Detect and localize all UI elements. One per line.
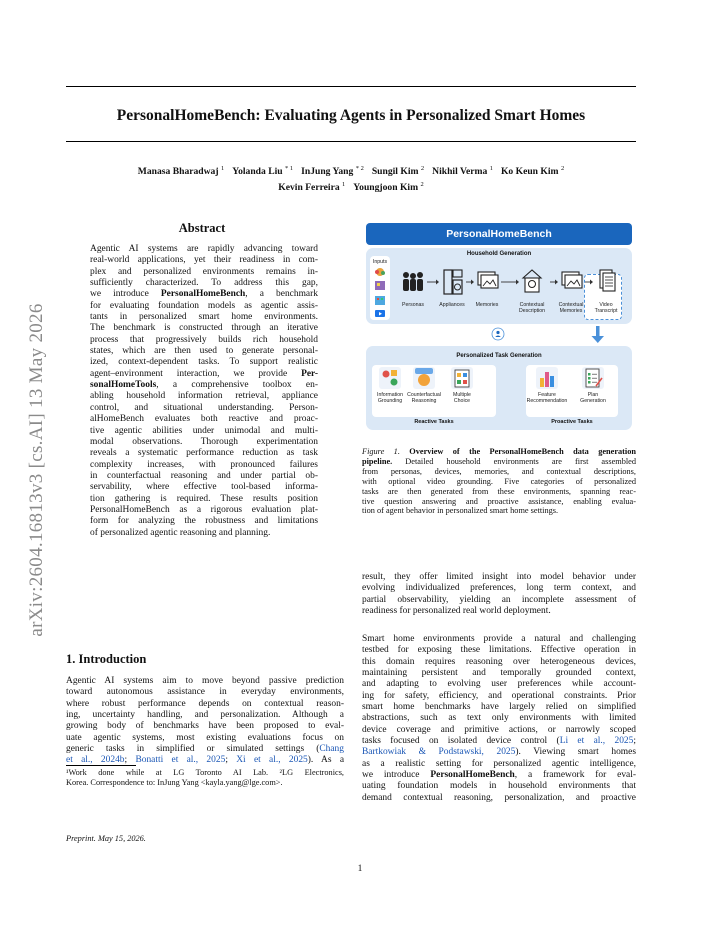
paragraph-line: we introduce PersonalHomeBench, a framework for eval- <box>362 770 636 781</box>
arrow-icon <box>585 280 593 285</box>
section-heading-introduction: 1. Introduction <box>66 652 147 666</box>
abstract-line: sonalHomeTools, a comprehensive toolbox en- <box>90 380 318 391</box>
author-name: Nikhil Verma $^1$ <box>432 165 493 178</box>
household-pipeline-icons <box>392 266 624 300</box>
abstract-line: agent–environment interaction, we provide Per- <box>90 368 318 379</box>
intro-line: toward autonomous assistance in everyday environments, <box>66 687 344 698</box>
household-title: Household Generation <box>466 251 532 257</box>
paragraph-line: and adapting to evolving user preferences while account- <box>362 679 636 690</box>
doc-icon <box>600 270 615 291</box>
abstract-line: form for analyzing the robustness and limitations <box>90 516 318 527</box>
footnote-rule <box>66 765 136 766</box>
abstract-line: control, and situational understanding. Person- <box>90 402 318 413</box>
paragraph-line: maintaining persistent and temporally grounded context, <box>362 668 636 679</box>
paragraph-line: evolving individualized preferences, long term context, and <box>362 583 636 594</box>
intro-line: growing body of benchmarks have been proposed to eval- <box>66 721 344 732</box>
right-paragraph-2 <box>362 634 636 804</box>
house-doc-icon <box>523 270 541 292</box>
abstract-line: states, which are then used to generate personal- <box>90 346 318 357</box>
preprint-date: Preprint. May 15, 2026. <box>66 834 146 843</box>
thinking-head-icon <box>413 367 435 389</box>
intro-line: et al., 2024b; Bonatti et al., 2025; Xi et al., 2025). As a <box>66 755 345 766</box>
checklist-icon <box>582 367 604 389</box>
arrow-icon <box>501 280 519 285</box>
abstract-line: ized, context-dependent tasks. To support realistic <box>90 357 318 368</box>
title-top-rule <box>66 86 636 87</box>
abstract-line: tion gathering is required. These results position <box>90 493 318 504</box>
task-label: Feature Recommendation <box>526 392 568 404</box>
intro-line: generic tasks in simplified or simulated settings (Chang <box>66 744 344 755</box>
author-name: Kevin Ferreira $^1$ <box>278 180 346 193</box>
figure-1 <box>362 220 636 434</box>
paragraph-line: smart home benchmarks have largely relied on simplified <box>362 702 636 713</box>
task-label: Information Grounding <box>377 392 403 404</box>
caption-line: with optional video grounding. Five categories of personalized <box>362 476 636 486</box>
paragraph-line: partial observability, yielding an incomplete assessment of <box>362 594 636 605</box>
intro-line: where robust performance depends on contextual reason- <box>66 698 344 709</box>
abstract-line: alHomeBench evaluates both reactive and proac- <box>90 414 318 425</box>
arrow-icon <box>550 280 558 285</box>
household-item-label: Personas <box>402 302 424 308</box>
bar-chart-icon <box>536 367 558 389</box>
intro-line: uate agentic systems, most existing evaluations focus on <box>66 732 344 743</box>
task-label: Counterfactual Reasoning <box>407 392 441 404</box>
abstract-line: for evaluating foundation models as agentic assis- <box>90 300 318 311</box>
paragraph-line: tasks focused on isolated device control (Li et al., 2025; <box>362 736 636 747</box>
author-name: InJung Yang $^{* 2}$ <box>301 165 364 178</box>
author-name: Youngjoon Kim $^2$ <box>353 180 424 193</box>
photo-icon <box>562 272 582 288</box>
author-name: Ko Keun Kim $^2$ <box>500 165 565 178</box>
caption-line: tive question answering and proactive assistance, enabling evalua- <box>362 496 636 506</box>
abstract-line: real-world applications, yet their readiness in com- <box>90 255 318 266</box>
paragraph-line: device coverage and primitive actions, or narrowly scoped <box>362 724 636 735</box>
task-label: Plan Generation <box>580 392 606 404</box>
abstract-line: PersonalHomeBench as a rigorous evaluation plat- <box>90 504 318 515</box>
figure-header: PersonalHomeBench <box>366 223 632 245</box>
author-list <box>66 163 636 194</box>
arxiv-id: arXiv:2604.16813v3 [cs.AI] 13 May 2026 <box>26 303 47 637</box>
appliance-icon <box>444 270 462 294</box>
paragraph-line: Bartkowiak & Podstawski, 2025). Viewing smart homes <box>362 747 637 758</box>
intro-paragraph <box>66 676 344 767</box>
caption-line: tion of agent behavior in personalized smart home settings. <box>362 506 559 516</box>
abstract-line: The benchmark is constructed through an iterative <box>90 323 318 334</box>
abstract-line: sufficiently characterized. To address this gap, <box>90 278 318 289</box>
footnote-line: ¹Work done while at LG Toronto AI Lab. ²LG Electronics, <box>66 768 344 777</box>
people-icon <box>403 272 423 291</box>
paragraph-line: testbed for exposing these limitations. Effective operation in <box>362 645 636 656</box>
caption-line: Figure 1. Overview of the PersonalHomeBench data generation <box>362 447 636 456</box>
paper-title: PersonalHomeBench: Evaluating Agents in Personalized Smart Homes <box>116 107 586 124</box>
author-name: Sungil Kim $^2$ <box>371 165 425 178</box>
paragraph-line: demand contextual reasoning, personalization, and proactive <box>362 792 636 803</box>
abstract-line: tants in personalized smart home environments. <box>90 312 318 323</box>
abstract-line: in counterfactual reasoning and under partial ob- <box>90 470 318 481</box>
paragraph-line: readiness for personalized real world deployment. <box>362 606 551 617</box>
paragraph-line: Smart home environments provide a natural and challenging <box>362 634 636 644</box>
abstract-body <box>90 244 318 539</box>
abstract-line: of personalized agentic reasoning and planning. <box>90 527 271 538</box>
paragraph-line: abstractions, such as text only environments with limited <box>362 713 636 724</box>
abstract-line: abling household information retrieval, appliance <box>90 391 318 402</box>
caption-line: tasks are then generated from these environments, spanning reac- <box>362 486 636 496</box>
abstract-line: modal observations. Thorough experimentation <box>90 436 318 447</box>
task-icons <box>372 366 622 392</box>
abstract-line: plex and personalized environments remains in- <box>90 266 318 277</box>
inputs-icons <box>371 266 389 320</box>
caption-line: from personas, devices, memories, and contextual descriptions, <box>362 466 636 476</box>
household-item-label: Contextual Description <box>519 302 545 314</box>
intro-line: Agentic AI systems aim to move beyond passive prediction <box>66 676 344 686</box>
paragraph-line: as a realistic setting for personalized agentic intelligence, <box>362 758 636 769</box>
footnote-line: Korea. Correspondence to: InJung Yang <kayla.yang@lge.com>. <box>66 778 283 787</box>
figure-caption <box>362 447 636 516</box>
down-arrow-icon <box>596 326 600 337</box>
abstract-line: servability, where effective tool-based informa- <box>90 482 318 493</box>
caption-line: pipeline. Detailed household environments are first assembled <box>362 456 636 466</box>
abstract-heading: Abstract <box>178 221 226 235</box>
abstract-line: we introduce PersonalHomeBench, a benchmark <box>90 289 318 300</box>
inputs-label: Inputs <box>372 259 388 265</box>
household-item-label: Contextual Memories <box>558 302 584 314</box>
task-label: Multiple Choice <box>453 392 471 404</box>
photo-icon <box>478 272 498 288</box>
footnote <box>66 768 344 788</box>
household-item-label: Memories <box>475 302 499 308</box>
title-bottom-rule <box>66 141 636 142</box>
page-number: 1 <box>357 864 363 874</box>
author-name: Yolanda Liu $^{* 1}$ <box>232 165 294 178</box>
abstract-line: reveals a systematic performance reduction as task <box>90 448 318 459</box>
paragraph-line: uating foundation models in household environments that <box>362 781 636 792</box>
paragraph-line: this domain requires reasoning over heterogeneous devices, <box>362 656 636 667</box>
paragraph-line: ing for safety, efficiency, and operational constraints. Prior <box>362 690 636 701</box>
household-item-label: Video Transcript <box>594 302 618 314</box>
arrow-icon <box>427 280 439 285</box>
intro-line: ing, uncertainty handling, and personalization. Although a <box>66 710 344 721</box>
proactive-label: Proactive Tasks <box>551 419 593 425</box>
reactive-label: Reactive Tasks <box>414 419 454 425</box>
abstract-line: complexity increases, with pronounced failures <box>90 459 318 470</box>
abstract-line: Agentic AI systems are rapidly advancing toward <box>90 244 318 254</box>
task-title: Personalized Task Generation <box>456 353 542 359</box>
right-paragraph-1 <box>362 572 636 617</box>
household-item-label: Appliances <box>439 302 465 308</box>
arxiv-stamp <box>24 260 50 680</box>
paragraph-line: result, they offer limited insight into model behavior under <box>362 572 636 582</box>
arrow-icon <box>466 280 474 285</box>
abstract-line: tive agentic abilities under unimodal and multi- <box>90 425 318 436</box>
grid-input-icon <box>375 296 385 305</box>
shapes-icon <box>379 367 401 389</box>
author-name: Manasa Bharadwaj $^1$ <box>137 165 225 178</box>
abstract-line: process that progressively builds rich household <box>90 334 318 345</box>
choice-icon <box>451 367 473 389</box>
